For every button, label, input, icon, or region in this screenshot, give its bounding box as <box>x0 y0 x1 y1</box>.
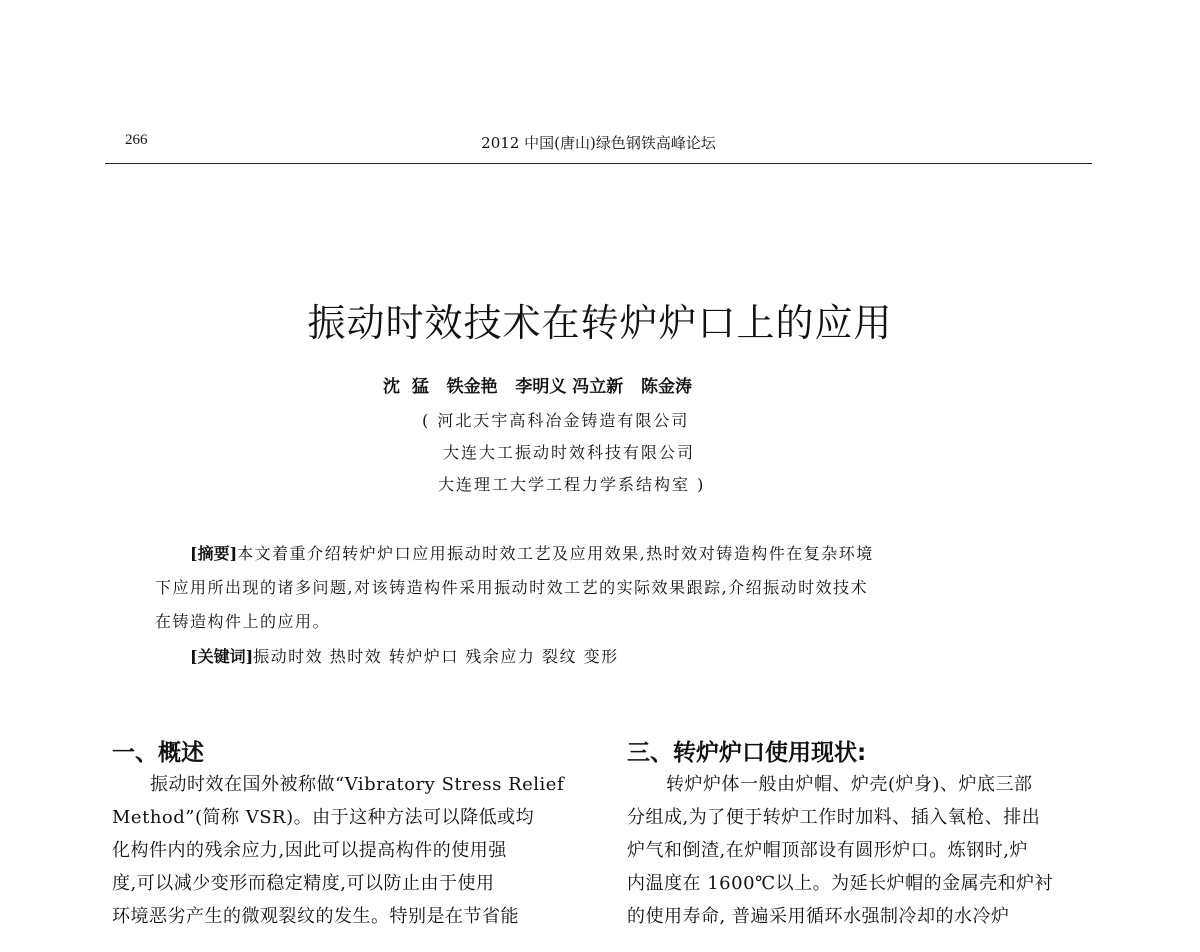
paper-title: 振动时效技术在转炉炉口上的应用 <box>307 301 893 345</box>
body-line: 环境恶劣产生的微观裂纹的发生。特别是在节省能 <box>112 906 519 927</box>
abstract-text: 本文着重介绍转炉炉口应用振动时效工艺及应用效果,热时效对铸造构件在复杂环境 <box>237 544 874 563</box>
body-line: Method”(简称 VSR)。由于这种方法可以降低或均 <box>112 807 535 828</box>
body-line: 化构件内的残余应力,因此可以提高构件的使用强 <box>112 840 507 861</box>
body-line: 分组成,为了便于转炉工作时加料、插入氧枪、排出 <box>627 807 1041 828</box>
running-title: 2012 中国(唐山)绿色钢铁高峰论坛 <box>481 134 716 152</box>
abstract-line <box>190 541 874 564</box>
page-number: 266 <box>125 132 148 148</box>
body-line: 度,可以减少变形而稳定精度,可以防止由于使用 <box>112 873 495 894</box>
section-heading: 三、转炉炉口使用现状: <box>627 740 867 766</box>
affiliation-line: 大连大工振动时效科技有限公司 <box>443 443 696 462</box>
abstract-label: [摘要] <box>190 544 238 563</box>
section-heading: 一、概述 <box>112 740 204 766</box>
affiliation-line: 大连理工大学工程力学系结构室 ) <box>438 475 706 494</box>
author-list: 沈 猛 铁金艳 李明义 冯立新 陈金涛 <box>383 377 693 397</box>
body-line: 内温度在 1600℃以上。为延长炉帽的金属壳和炉衬 <box>627 873 1054 894</box>
body-line: 转炉炉体一般由炉帽、炉壳(炉身)、炉底三部 <box>666 774 1033 795</box>
abstract-line: 在铸造构件上的应用。 <box>155 612 331 631</box>
keywords-text: 振动时效 热时效 转炉炉口 残余应力 裂纹 变形 <box>253 647 619 666</box>
abstract-line: 下应用所出现的诸多问题,对该铸造构件采用振动时效工艺的实际效果跟踪,介绍振动时效技术 <box>155 578 869 597</box>
body-line: 炉气和倒渣,在炉帽顶部设有圆形炉口。炼钢时,炉 <box>627 840 1028 861</box>
body-line: 振动时效在国外被称做“Vibratory Stress Relief <box>150 774 565 795</box>
affiliation-line: ( 河北天宇高科冶金铸造有限公司 <box>422 411 690 430</box>
keywords-label: [关键词] <box>190 647 254 666</box>
keywords-line <box>190 644 619 667</box>
page-header <box>105 132 1092 156</box>
body-line: 的使用寿命, 普遍采用循环水强制冷却的水冷炉 <box>627 906 1010 927</box>
header-rule <box>105 163 1092 164</box>
